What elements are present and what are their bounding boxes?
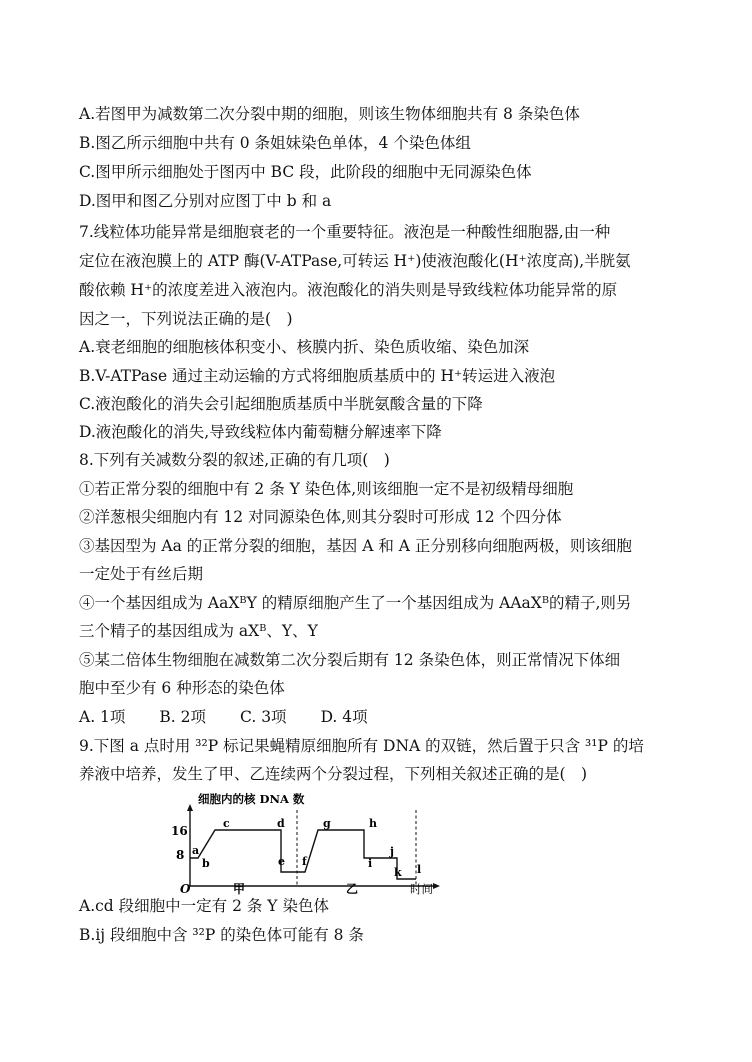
q8-statement-5-line-2: 胞中至少有 6 种形态的染色体: [79, 679, 285, 697]
origin-label: O: [180, 882, 191, 896]
point-label-c: c: [223, 817, 230, 830]
y-tick-16: 16: [171, 824, 188, 838]
point-labels: [192, 817, 421, 879]
q8-statement-4-line-1: ④一个基因组成为 AaXᴮY 的精原细胞产生了一个基因组成为 AAaXᴮ的精子,则另: [79, 594, 632, 612]
point-label-f: f: [302, 855, 307, 868]
q8-option-b: B. 2项: [159, 708, 207, 726]
chart-xlabel: 时间: [410, 882, 433, 896]
chart-ylabel: 细胞内的核 DNA 数: [198, 792, 305, 806]
phase-yi-label: 乙: [346, 882, 359, 896]
q7-stem-line-3: 酸依赖 H⁺的浓度差进入液泡内。液泡酸化的消失则是导致线粒体功能异常的原: [79, 281, 618, 299]
q8-statement-3-line-1: ③基因型为 Aa 的正常分裂的细胞，基因 A 和 A 正分别移向细胞两极，则该细胞: [79, 537, 632, 555]
point-label-k: k: [394, 866, 402, 879]
point-label-i: i: [368, 857, 373, 870]
q8-options: [79, 706, 402, 728]
q7-option-a: A.衰老细胞的细胞核体积变小、核膜内折、染色质收缩、染色加深: [79, 338, 530, 356]
q7-option-c: C.液泡酸化的消失会引起细胞质基质中半胱氨酸含量的下降: [79, 395, 483, 413]
q7-stem-line-4: 因之一，下列说法正确的是( ): [79, 310, 293, 328]
q8-statement-3-line-2: 一定处于有丝后期: [79, 565, 204, 583]
point-label-b: b: [202, 857, 210, 870]
phase-jia-label: 甲: [233, 882, 246, 896]
q7-option-d: D.液泡酸化的消失,导致线粒体内葡萄糖分解速率下降: [79, 423, 442, 441]
q8-statement-1: ①若正常分裂的细胞中有 2 条 Y 染色体,则该细胞一定不是初级精母细胞: [79, 480, 574, 498]
q9-stem-line-1: 9.下图 a 点时用 ³²P 标记果蝇精原细胞所有 DNA 的双链，然后置于只含 ³¹P 的培: [79, 737, 644, 755]
q7-option-b: B.V-ATPase 通过主动运输的方式将细胞质基质中的 H⁺转运进入液泡: [79, 367, 556, 385]
q8-option-a: A. 1项: [79, 708, 126, 726]
point-label-h: h: [369, 817, 377, 830]
y-axis-arrow: [187, 804, 193, 811]
q8-statement-2: ②洋葱根尖细胞内有 12 对同源染色体,则其分裂时可形成 12 个四分体: [79, 508, 562, 526]
q7-stem-line-2: 定位在液泡膜上的 ATP 酶(V-ATPase,可转运 H⁺)使液泡酸化(H⁺浓度高),半胱氨: [79, 252, 631, 270]
q6-option-c: C.图甲所示细胞处于图丙中 BC 段，此阶段的细胞中无同源染色体: [79, 163, 532, 181]
point-label-e: e: [278, 855, 285, 868]
q6-option-b: B.图乙所示细胞中共有 0 条姐妹染色单体，4 个染色体组: [79, 134, 471, 152]
point-label-j: j: [390, 845, 394, 858]
q9-option-a: A.cd 段细胞中一定有 2 条 Y 染色体: [79, 897, 329, 915]
y-tick-8: 8: [176, 848, 185, 862]
q8-stem: 8.下列有关减数分裂的叙述,正确的有几项( ): [79, 451, 390, 469]
point-label-l: l: [417, 863, 422, 876]
dna-content-chart: [168, 792, 458, 896]
q6-option-d: D.图甲和图乙分别对应图丁中 b 和 a: [79, 192, 332, 210]
q6-option-a: A.若图甲为减数第二次分裂中期的细胞，则该生物体细胞共有 8 条染色体: [79, 105, 580, 123]
point-label-d: d: [277, 817, 285, 830]
point-label-g: g: [323, 817, 331, 830]
q8-statement-4-line-2: 三个精子的基因组成为 aXᴮ、Y、Y: [79, 622, 318, 640]
q7-stem-line-1: 7.线粒体功能异常是细胞衰老的一个重要特征。液泡是一种酸性细胞器,由一种: [79, 223, 611, 241]
q9-option-b: B.ij 段细胞中含 ³²P 的染色体可能有 8 条: [79, 926, 364, 944]
point-label-a: a: [192, 844, 200, 857]
q8-option-c: C. 3项: [240, 708, 287, 726]
q8-option-d: D. 4项: [320, 708, 368, 726]
q9-stem-line-2: 养液中培养，发生了甲、乙连续两个分裂过程，下列相关叙述正确的是( ): [79, 765, 588, 783]
q8-statement-5-line-1: ⑤某二倍体生物细胞在减数第二次分裂后期有 12 条染色体，则正常情况下体细: [79, 651, 621, 669]
x-axis-arrow: [433, 883, 440, 889]
